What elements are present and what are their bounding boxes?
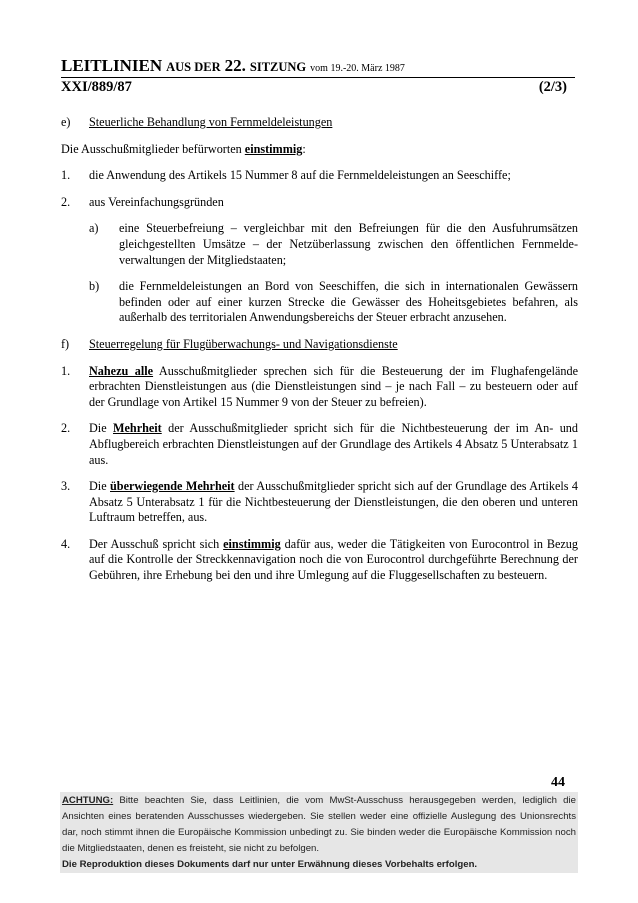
- document-body: [61, 115, 578, 595]
- sub-item: [89, 221, 578, 268]
- section-e-intro: [61, 142, 578, 158]
- disclaimer-label: ACHTUNG:: [62, 795, 114, 806]
- disclaimer-reproduction: Die Reproduktion dieses Dokuments darf nur unter Erwähnung dieses Vorbehalts erfolgen.: [62, 859, 478, 870]
- disclaimer-box: [60, 792, 578, 873]
- item-text: Ausschußmitglieder sprechen sich für die Besteuerung der im Flughafengelände erbrachten Dienstleistungen aus (die Dienstleistungen sind – je nach Fall – zu besteuern oder auf der Grundlage von Artikel 15 Nummer 9 von der Steuer zu befreien).: [89, 363, 578, 409]
- item-text: der Ausschußmitglieder spricht sich für die Nichtbesteuerung der im An- und Abflugbereich erbrachten Dienstleistungen auf der Grundlage des Artikels 4 Absatz 5 Unterabsatz 1 aus.: [89, 421, 578, 467]
- list-item: [61, 479, 578, 526]
- emphasis: Nahezu alle: [89, 363, 154, 378]
- item-text: der Ausschußmitglieder spricht sich auf der Grundlage des Artikels 4 Absatz 5 Unterabsatz 1 für die Nichtbesteuerung der Dienstleistungen, die den oberen und unteren Luftraum betreffen, aus.: [89, 479, 578, 525]
- item-text: die Anwendung des Artikels 15 Nummer 8 auf die Fernmeldeleistungen an Seeschiffe;: [89, 168, 511, 183]
- sub-item-text: die Fernmeldeleistungen an Bord von Seeschiffen, die sich in internationalen Gewässern befinden oder auf einer kurzen Strecke die Gewässer des Hoheitsgebietes befahren, als außerhalb des territorialen Anwendungsbereichs der Steuer erbracht anzusehen.: [119, 279, 578, 325]
- emphasis: überwiegende Mehrheit: [110, 479, 235, 494]
- item-number: 2.: [61, 194, 71, 209]
- sub-item-text: eine Steuerbefreiung – vergleichbar mit den Befreiungen für die den Ausfuhrumsätzen gleichgestellten Umsätze – der Netzüberlassung zwischen den öffentlichen Fernmeldeverwaltungen der Mitgliedstaaten;: [119, 221, 578, 267]
- list-item: [61, 421, 578, 468]
- header-divider: [61, 77, 575, 78]
- item-number: 2.: [61, 421, 71, 436]
- document-reference: XXI/889/87: [61, 79, 132, 95]
- document-part: (2/3): [538, 79, 567, 95]
- item-text: aus Vereinfachungsgründen: [89, 194, 224, 209]
- title-sitzung: SITZUNG: [249, 60, 307, 74]
- section-e-heading: [61, 115, 578, 131]
- title-aus: AUS DER: [166, 60, 221, 74]
- section-marker: f): [61, 336, 70, 351]
- disclaimer-text: Bitte beachten Sie, dass Leitlinien, die vom MwSt-Ausschuss herausgegeben werden, lediglich die Ansichten eines beratenden Ausschusses wiedergeben. Sie stellen weder eine offizielle Auslegung des Unionsrechts dar, noch stimmt ihnen die Europäische Kommission unbedingt zu. Sie binden weder die Europäische Kommission noch die Mitgliedstaaten, denen es freisteht, sie nicht zu befolgen.: [62, 795, 576, 854]
- list-item: [61, 168, 578, 184]
- section-heading: Steuerliche Behandlung von Fernmeldeleistungen: [89, 115, 333, 129]
- item-number: 4.: [61, 536, 71, 551]
- section-f-heading: [61, 337, 578, 353]
- sub-item: [89, 279, 578, 326]
- title-number: 22.: [224, 56, 246, 75]
- item-number: 1.: [61, 363, 71, 378]
- document-title: [61, 56, 405, 76]
- list-item: [61, 537, 578, 584]
- sub-item-marker: a): [89, 221, 99, 236]
- item-text-pre: Der Ausschuß spricht sich: [89, 536, 224, 551]
- list-item: [61, 195, 578, 211]
- emphasis: einstimmig: [223, 536, 281, 551]
- item-text-pre: Die: [89, 421, 113, 436]
- section-heading: Steuerregelung für Flugüberwachungs- und Navigationsdienste: [89, 336, 398, 351]
- title-date: vom 19.-20. März 1987: [310, 63, 405, 74]
- emphasis: Mehrheit: [113, 421, 162, 436]
- list-item: [61, 364, 578, 411]
- item-text: dafür aus, weder die Tätigkeiten von Eurocontrol in Bezug auf die Kontrolle der Streckkennavigation noch die von Eurocontrol durchgeführte Berechnung der Gebühren, ihre Erhebung bei den und ihre Umlegung auf die Fluggesellschaften zu besteuern.: [89, 536, 578, 583]
- page-number: 44: [551, 775, 565, 790]
- item-text-pre: Die: [89, 479, 111, 494]
- intro-colon: :: [302, 141, 306, 156]
- sub-item-marker: b): [89, 279, 100, 294]
- title-main: LEITLINIEN: [61, 56, 163, 75]
- section-marker: e): [61, 115, 71, 129]
- intro-text: Die Ausschußmitglieder befürworten: [61, 141, 245, 156]
- emphasis: einstimmig: [244, 141, 303, 156]
- item-number: 1.: [61, 168, 71, 183]
- item-number: 3.: [61, 479, 71, 494]
